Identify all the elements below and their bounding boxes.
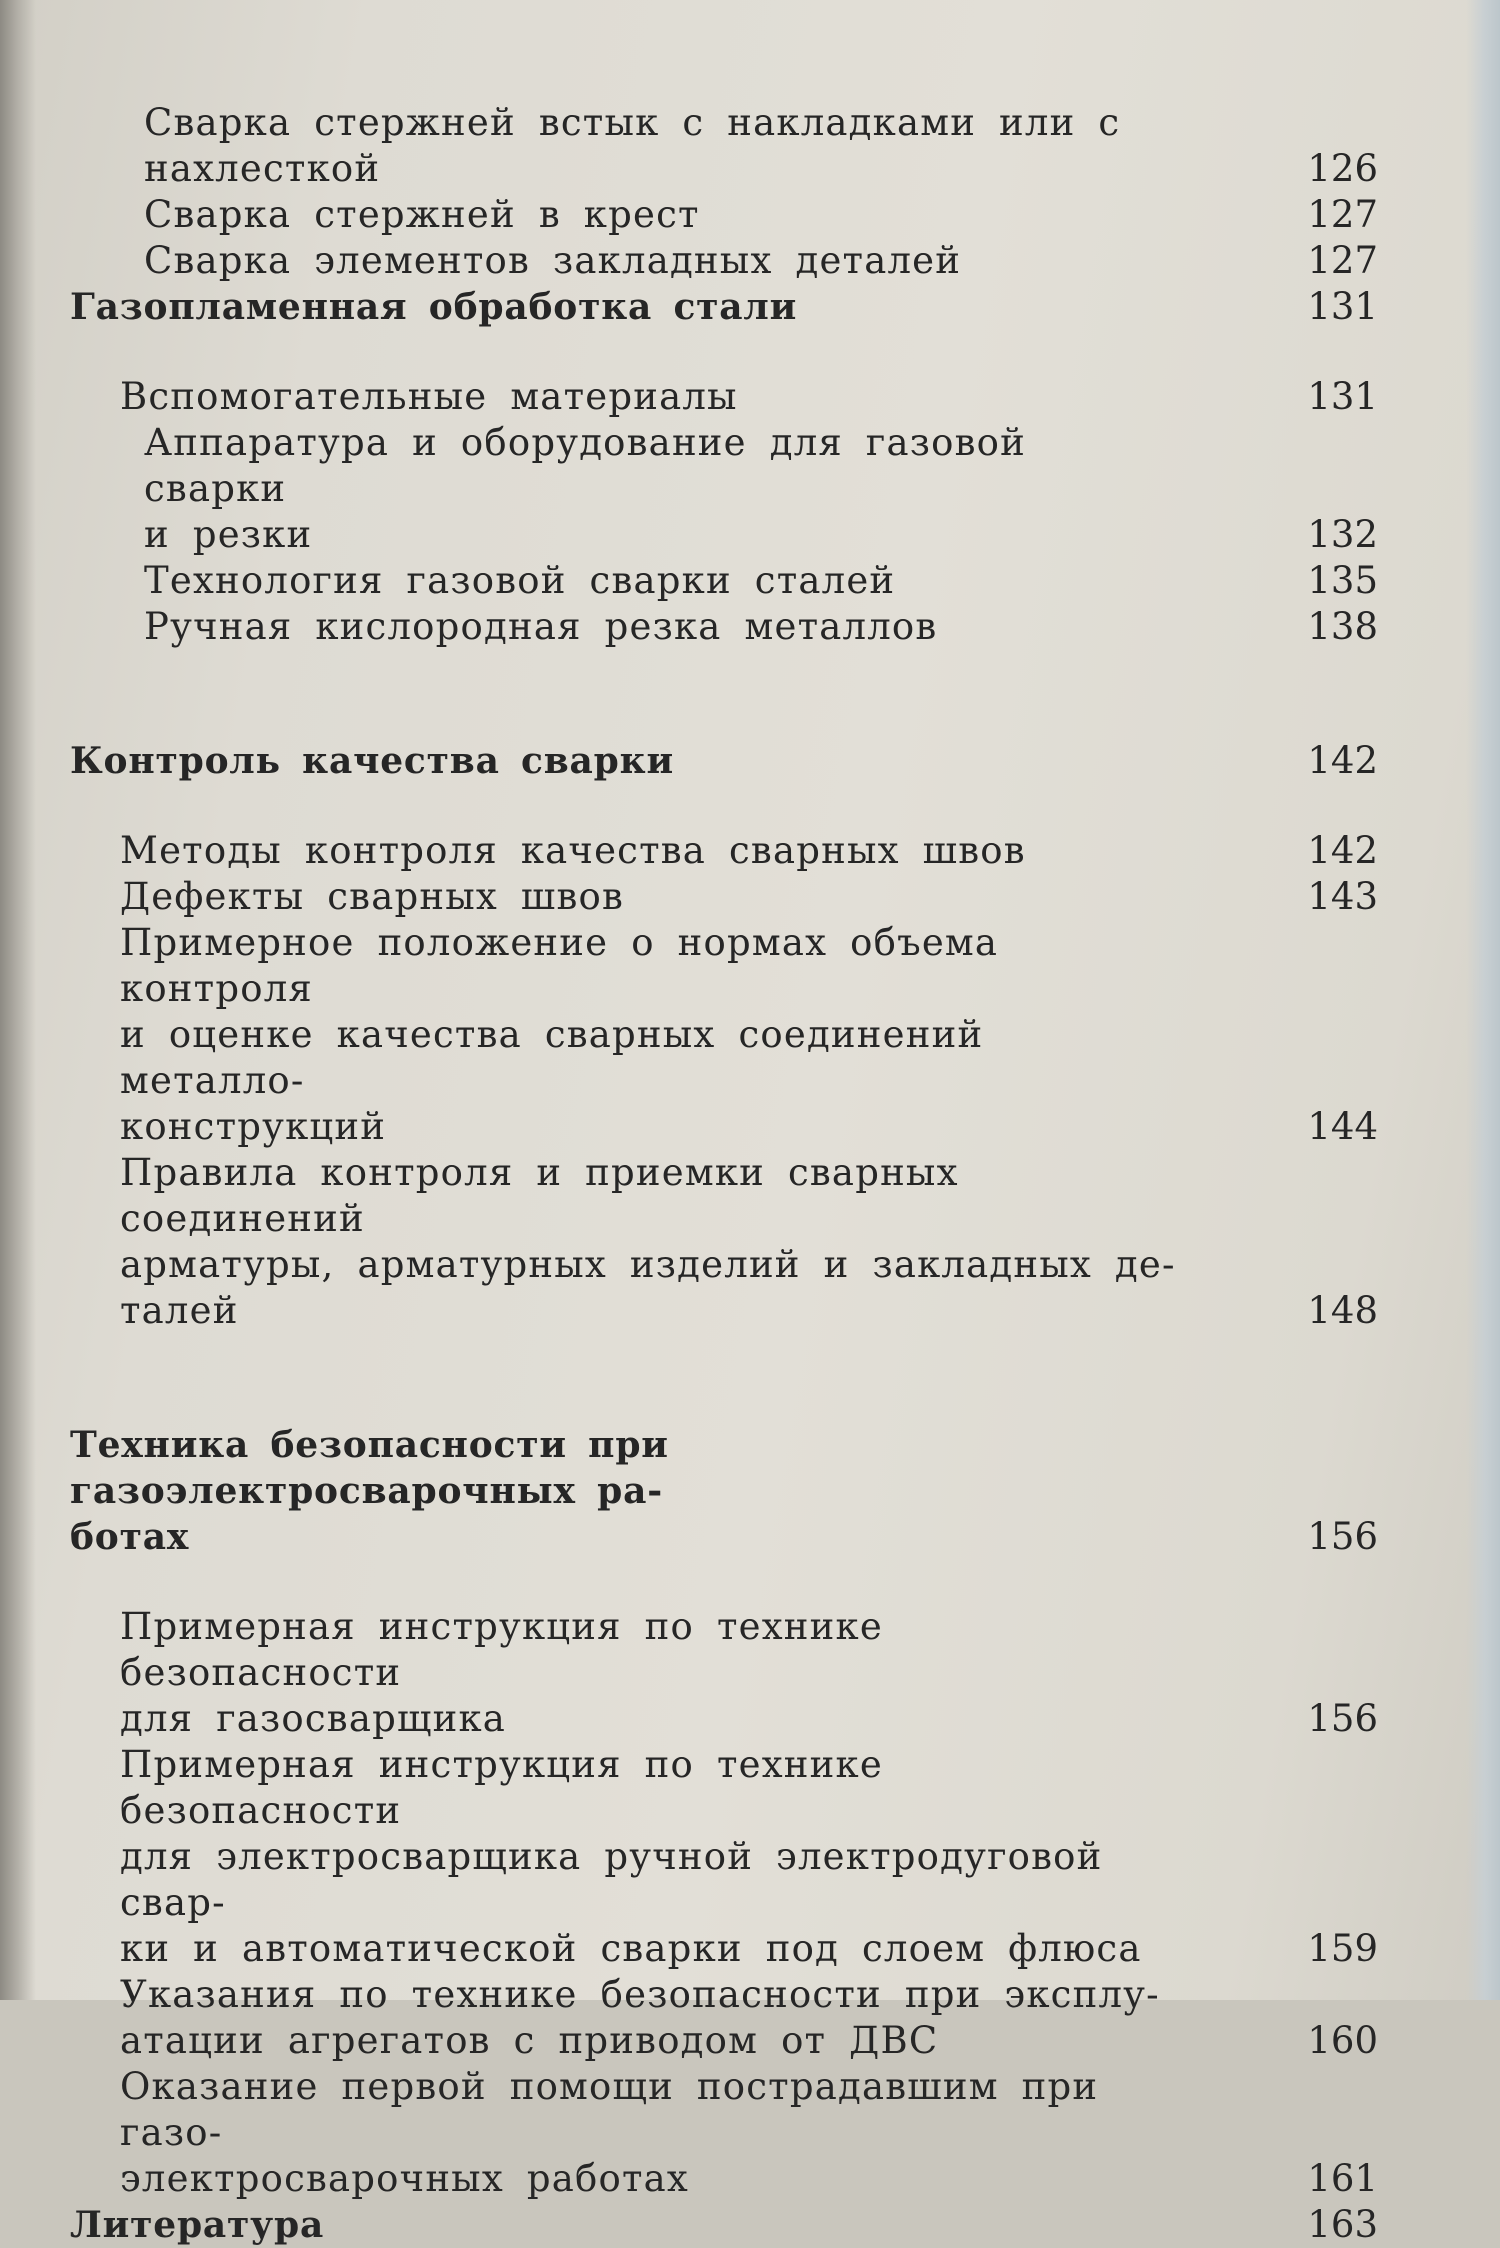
toc-section-entry (70, 2202, 1380, 2248)
toc-entry-line: ки и автоматической сварки под слоем флюса (120, 1927, 1142, 1970)
toc-entry-title (70, 738, 674, 784)
dot-leader (979, 238, 1264, 284)
toc-page-number: 127 (1307, 239, 1378, 282)
toc-section-entry (70, 738, 1380, 784)
toc-entry-title (120, 1604, 1186, 1742)
toc-entry-line: Газопламенная обработка стали (70, 286, 798, 328)
toc-entry-line: нахлесткой (144, 147, 381, 190)
dot-leader (1204, 1926, 1264, 1972)
toc-entry-line: Техника безопасности при газоэлектросварочных ра- (70, 1424, 669, 1512)
toc-entry-line: конструкций (120, 1105, 387, 1148)
toc-page-number: 143 (1307, 875, 1378, 918)
toc-page-number: 161 (1307, 2157, 1378, 2200)
toc-entry-line: Вспомогательные материалы (120, 375, 738, 418)
toc-page-number: 142 (1307, 829, 1378, 872)
toc-entry-line: Технология газовой сварки сталей (144, 559, 896, 602)
toc-entry-line: Ручная кислородная резка металлов (144, 605, 938, 648)
toc-entry-title (144, 420, 1186, 558)
toc-entry (70, 1972, 1380, 2064)
toc-entry (70, 1742, 1380, 1972)
toc-entry-line: электросварочных работах (120, 2157, 689, 2200)
toc-entry-line: талей (120, 1289, 239, 1332)
dot-leader (955, 604, 1264, 650)
toc-entry (70, 1604, 1380, 1742)
toc-entry-title (144, 238, 961, 284)
toc-entry-line: Указания по технике безопасности при эксплу- (120, 1973, 1160, 2016)
toc-entry-line: Примерная инструкция по технике безопасности (120, 1743, 883, 1832)
toc-page-number: 163 (1307, 2203, 1378, 2246)
toc-entry (70, 238, 1380, 284)
toc-page-number: 126 (1307, 147, 1378, 190)
toc-entry-line: Сварка элементов закладных деталей (144, 239, 962, 282)
toc-entry-line: Методы контроля качества сварных швов (120, 829, 1026, 872)
toc-entry-title (144, 604, 937, 650)
dot-leader (1204, 1514, 1264, 1560)
toc-entry (70, 920, 1380, 1150)
toc-entry (70, 192, 1380, 238)
toc-entry-line: для электросварщика ручной электродуговой свар- (120, 1835, 1103, 1924)
toc-entry-title (120, 2064, 1186, 2202)
toc-entry-title (70, 2202, 324, 2248)
toc-page-number: 131 (1307, 285, 1378, 328)
toc-entry-title (70, 284, 797, 330)
table-of-contents (70, 100, 1380, 2248)
toc-page-number: 159 (1307, 1927, 1378, 1970)
toc-entry-title (144, 192, 700, 238)
toc-page-number: 138 (1307, 605, 1378, 648)
toc-entry-title (70, 1422, 1186, 1560)
toc-page-number: 135 (1307, 559, 1378, 602)
dot-leader (756, 374, 1264, 420)
toc-entry (70, 874, 1380, 920)
toc-entry-title (120, 828, 1026, 874)
dot-leader (1044, 828, 1264, 874)
toc-entry-title (144, 558, 895, 604)
dot-leader (815, 284, 1264, 330)
toc-entry-line: Примерная инструкция по технике безопасности (120, 1605, 883, 1694)
toc-page-number: 160 (1307, 2019, 1378, 2062)
dot-leader (1178, 2018, 1264, 2064)
page-edge (1466, 0, 1500, 2000)
dot-leader (1204, 512, 1264, 558)
toc-entry-line: Правила контроля и приемки сварных соединений (120, 1151, 959, 1240)
toc-entry (70, 2064, 1380, 2202)
toc-entry-line: Примерное положение о нормах объема контроля (120, 921, 999, 1010)
toc-page-number: 142 (1307, 739, 1378, 782)
toc-page-number: 131 (1307, 375, 1378, 418)
toc-entry-title (120, 1742, 1186, 1972)
toc-entry-line: Контроль качества сварки (70, 740, 674, 782)
toc-entry (70, 420, 1380, 558)
toc-page-number: 156 (1307, 1697, 1378, 1740)
toc-entry (70, 558, 1380, 604)
dot-leader (1204, 2156, 1264, 2202)
dot-leader (1138, 146, 1264, 192)
toc-entry-title (120, 1972, 1160, 2064)
dot-leader (913, 558, 1264, 604)
dot-leader (642, 874, 1264, 920)
toc-entry-line: Дефекты сварных швов (120, 875, 625, 918)
toc-entry-line: Литература (70, 2204, 325, 2246)
toc-entry (70, 374, 1380, 420)
toc-page-number: 132 (1307, 513, 1378, 556)
toc-entry-line: Оказание первой помощи пострадавшим при газо- (120, 2065, 1099, 2154)
toc-entry-title (120, 874, 624, 920)
dot-leader (692, 738, 1264, 784)
toc-section-entry (70, 284, 1380, 330)
toc-section-entry (70, 1422, 1380, 1560)
toc-page-number: 156 (1307, 1515, 1378, 1558)
toc-entry-line: и оценке качества сварных соединений металло- (120, 1013, 984, 1102)
toc-page-number: 144 (1307, 1105, 1378, 1148)
toc-entry-line: арматуры, арматурных изделий и закладных де- (120, 1243, 1176, 1286)
toc-page-number: 127 (1307, 193, 1378, 236)
dot-leader (718, 192, 1264, 238)
toc-entry (70, 1150, 1380, 1334)
toc-entry-line: Сварка стержней в крест (144, 193, 700, 236)
toc-entry-line: ботах (70, 1516, 190, 1558)
toc-entry-line: Аппаратура и оборудование для газовой сварки (144, 421, 1026, 510)
page-gutter-shadow (0, 0, 36, 2000)
toc-entry (70, 828, 1380, 874)
toc-entry-title (120, 1150, 1186, 1334)
dot-leader (342, 2202, 1264, 2248)
dot-leader (1204, 1288, 1264, 1334)
toc-entry (70, 604, 1380, 650)
dot-leader (1204, 1696, 1264, 1742)
toc-entry-title (144, 100, 1120, 192)
toc-entry (70, 100, 1380, 192)
toc-entry-title (120, 920, 1186, 1150)
toc-entry-line: и резки (144, 513, 313, 556)
toc-entry-line: для газосварщика (120, 1697, 507, 1740)
toc-page-number: 148 (1307, 1289, 1378, 1332)
dot-leader (1204, 1104, 1264, 1150)
toc-entry-line: Сварка стержней встык с накладками или с (144, 101, 1121, 144)
toc-entry-title (120, 374, 738, 420)
toc-entry-line: атации агрегатов с приводом от ДВС (120, 2019, 939, 2062)
